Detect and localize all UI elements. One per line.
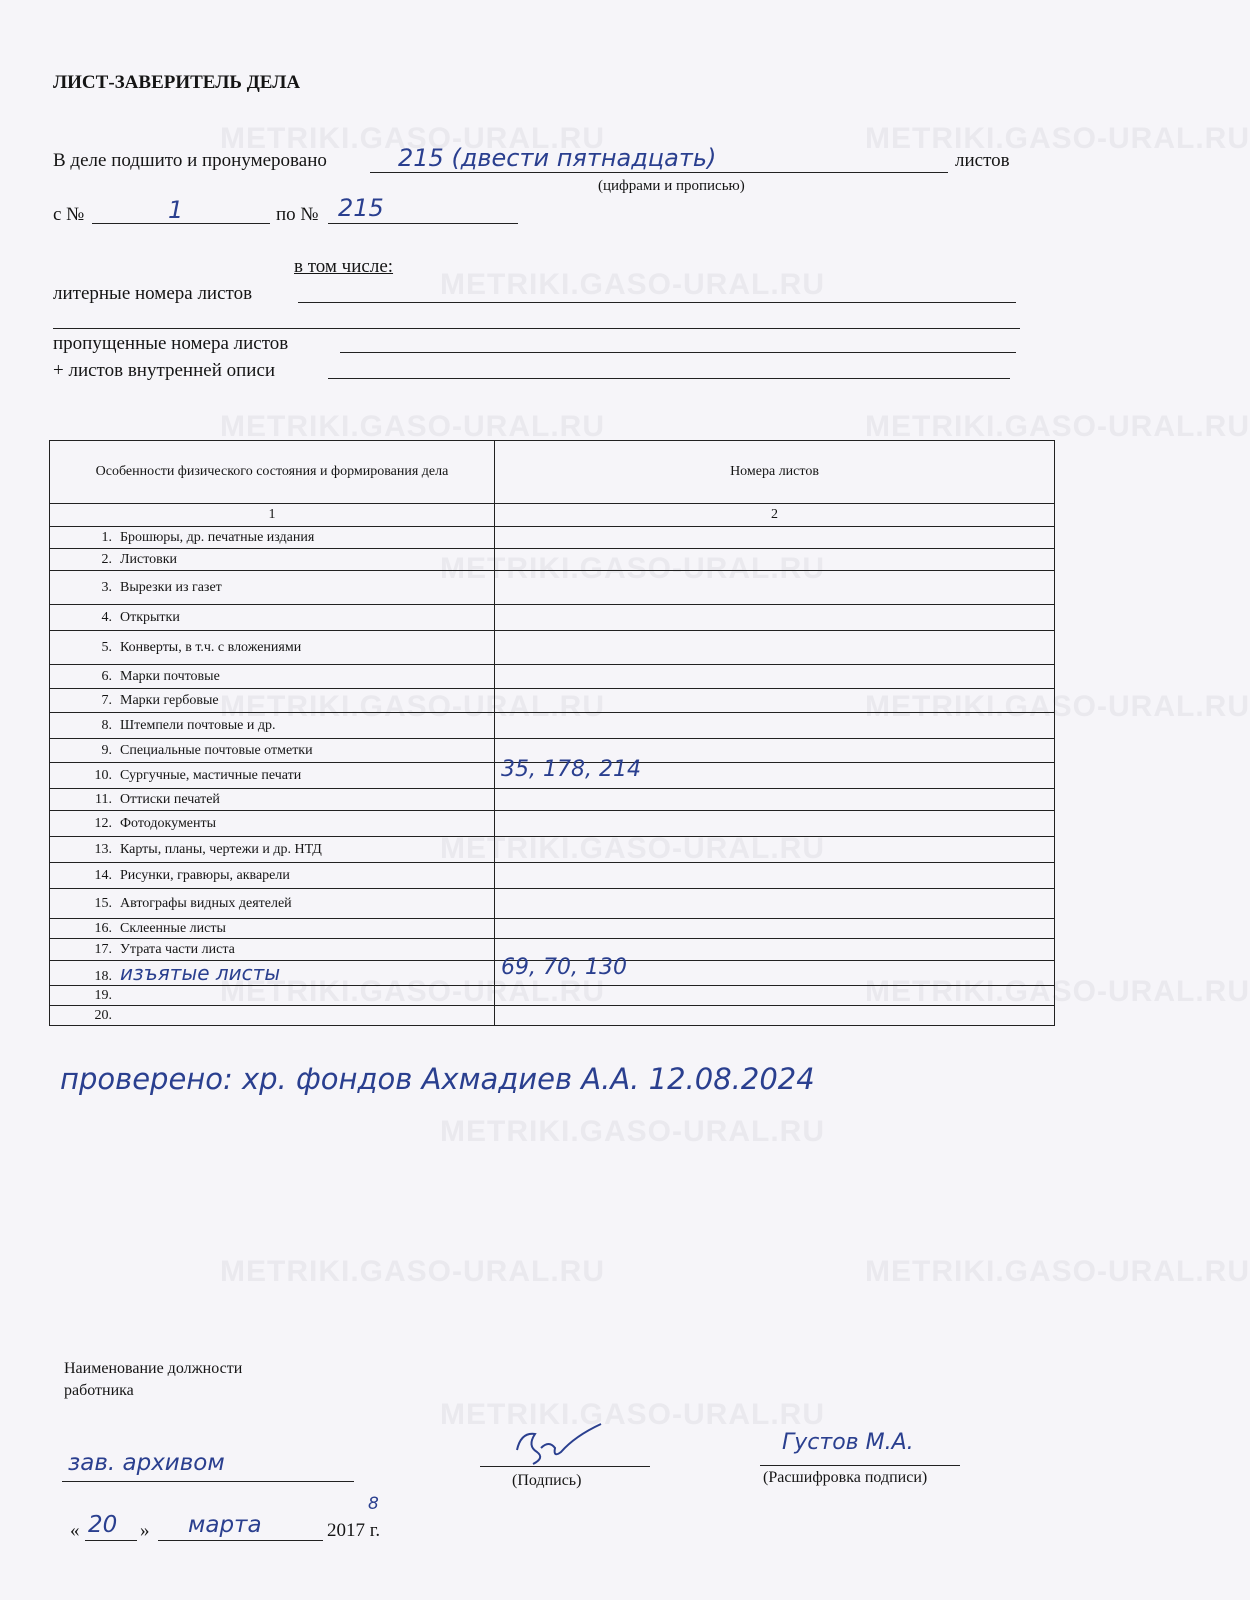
row-sheet-numbers-cell bbox=[495, 811, 1055, 837]
date-close-quote: » bbox=[140, 1520, 150, 1541]
table-row bbox=[50, 961, 1055, 986]
row-number: 12. bbox=[94, 815, 112, 831]
caption-digits-words: (цифрами и прописью) bbox=[598, 178, 745, 194]
stitched-count-handwritten: 215 (двести пятнадцать) bbox=[398, 144, 717, 172]
table-row bbox=[50, 889, 1055, 919]
date-open-quote: « bbox=[70, 1520, 80, 1541]
from-label: с № bbox=[53, 204, 85, 225]
table-row bbox=[50, 763, 1055, 789]
row-sheet-numbers-cell bbox=[495, 919, 1055, 939]
row-number: 16. bbox=[94, 920, 112, 936]
row-sheet-numbers-cell bbox=[495, 631, 1055, 665]
table-row bbox=[50, 689, 1055, 713]
date-year-correction: 8 bbox=[368, 1494, 379, 1514]
row-label: Открытки bbox=[120, 609, 180, 625]
date-year bbox=[327, 1520, 380, 1542]
row-number: 4. bbox=[101, 609, 112, 625]
row-label-cell bbox=[50, 527, 495, 549]
col1-header: Особенности физического состояния и формирования дела bbox=[50, 441, 495, 504]
watermark: METRIKI.GASO-URAL.RU bbox=[220, 410, 605, 443]
row-sheet-numbers-cell bbox=[495, 837, 1055, 863]
date-month: марта bbox=[188, 1512, 262, 1538]
table-row bbox=[50, 605, 1055, 631]
table-index-row bbox=[50, 504, 1055, 527]
row-number: 3. bbox=[101, 579, 112, 595]
row-sheet-numbers-cell bbox=[495, 1006, 1055, 1026]
table-row bbox=[50, 549, 1055, 571]
row-number: 14. bbox=[94, 867, 112, 883]
position-line bbox=[62, 1481, 354, 1482]
row-sheet-numbers-cell bbox=[495, 863, 1055, 889]
row-number: 6. bbox=[101, 668, 112, 684]
table-row bbox=[50, 713, 1055, 739]
row-label-cell bbox=[50, 763, 495, 789]
row-label-cell bbox=[50, 863, 495, 889]
inner-inventory-line bbox=[328, 378, 1010, 379]
row-label-cell bbox=[50, 837, 495, 863]
table-row bbox=[50, 811, 1055, 837]
page-title: ЛИСТ-ЗАВЕРИТЕЛЬ ДЕЛА bbox=[53, 72, 301, 93]
row-label: Марки почтовые bbox=[120, 668, 220, 684]
table-row bbox=[50, 571, 1055, 605]
date-year-suffix: г. bbox=[365, 1520, 381, 1541]
literal-numbers-line bbox=[298, 302, 1016, 303]
table-row bbox=[50, 986, 1055, 1006]
row-label-cell bbox=[50, 1006, 495, 1026]
sheets-word: листов bbox=[955, 150, 1010, 171]
decode-value: Густов М.А. bbox=[782, 1430, 914, 1455]
row-label-cell bbox=[50, 939, 495, 961]
row-label-cell bbox=[50, 605, 495, 631]
signature-caption: (Подпись) bbox=[512, 1472, 582, 1489]
row-number: 13. bbox=[94, 841, 112, 857]
row-label-cell bbox=[50, 665, 495, 689]
row-label: Листовки bbox=[120, 551, 178, 567]
row-number: 18. bbox=[94, 969, 112, 984]
table-header-row bbox=[50, 441, 1055, 504]
watermark: METRIKI.GASO-URAL.RU bbox=[865, 410, 1250, 443]
missing-numbers-label: пропущенные номера листов bbox=[53, 333, 289, 354]
row-label: Карты, планы, чертежи и др. НТД bbox=[120, 841, 322, 857]
row-label: Специальные почтовые отметки bbox=[120, 742, 313, 758]
row-number: 8. bbox=[101, 717, 112, 733]
watermark: METRIKI.GASO-URAL.RU bbox=[440, 1398, 825, 1431]
col2-header: Номера листов bbox=[495, 441, 1055, 504]
row-label-cell bbox=[50, 713, 495, 739]
signature-image bbox=[505, 1418, 625, 1478]
position-label: Наименование должности работника bbox=[64, 1360, 243, 1399]
row-number: 11. bbox=[95, 791, 112, 807]
row-label: Автографы видных деятелей bbox=[120, 895, 292, 911]
watermark: METRIKI.GASO-URAL.RU bbox=[440, 268, 825, 301]
decode-line bbox=[760, 1465, 960, 1466]
row-sheet-numbers-cell bbox=[495, 665, 1055, 689]
row-sheet-numbers-cell bbox=[495, 789, 1055, 811]
watermark: METRIKI.GASO-URAL.RU bbox=[220, 975, 605, 1008]
stitched-count-line bbox=[370, 172, 948, 173]
row-label: Фотодокументы bbox=[120, 815, 217, 831]
table-row bbox=[50, 665, 1055, 689]
row-label-cell bbox=[50, 811, 495, 837]
row-label-cell bbox=[50, 739, 495, 763]
literal-numbers-label: литерные номера листов bbox=[53, 283, 253, 304]
table-row bbox=[50, 919, 1055, 939]
date-year-last: 7 bbox=[355, 1520, 365, 1541]
watermark: METRIKI.GASO-URAL.RU bbox=[220, 1255, 605, 1288]
col1-index: 1 bbox=[50, 504, 495, 527]
table-row bbox=[50, 527, 1055, 549]
to-line bbox=[328, 223, 518, 224]
date-day-line bbox=[85, 1540, 137, 1541]
row-label: Конверты, в т.ч. с вложениями bbox=[120, 639, 302, 655]
row-label-cell bbox=[50, 889, 495, 919]
row-number: 2. bbox=[101, 551, 112, 567]
row-label-cell bbox=[50, 549, 495, 571]
row-sheet-numbers-cell bbox=[495, 689, 1055, 713]
to-label: по № bbox=[276, 204, 319, 225]
row-sheet-numbers: 35, 178, 214 bbox=[501, 757, 641, 782]
row-number: 10. bbox=[94, 767, 112, 783]
table-row bbox=[50, 789, 1055, 811]
row-label: Оттиски печатей bbox=[120, 791, 220, 807]
watermark: METRIKI.GASO-URAL.RU bbox=[865, 1255, 1250, 1288]
row-sheet-numbers-cell bbox=[495, 571, 1055, 605]
including-label: в том числе: bbox=[294, 256, 394, 277]
row-number: 5. bbox=[101, 639, 112, 655]
row-sheet-numbers-cell bbox=[495, 713, 1055, 739]
row-number: 9. bbox=[101, 742, 112, 758]
row-number: 19. bbox=[94, 987, 112, 1003]
row-label-cell bbox=[50, 961, 495, 986]
row-number: 15. bbox=[94, 895, 112, 911]
row-label-cell bbox=[50, 789, 495, 811]
row-sheet-numbers: 69, 70, 130 bbox=[501, 955, 627, 980]
row-number: 1. bbox=[101, 529, 112, 545]
physical-state-table bbox=[49, 440, 1055, 1026]
row-sheet-numbers-cell bbox=[495, 889, 1055, 919]
watermark: METRIKI.GASO-URAL.RU bbox=[865, 122, 1250, 155]
row-label-cell bbox=[50, 919, 495, 939]
row-sheet-numbers-cell bbox=[495, 605, 1055, 631]
row-number: 17. bbox=[94, 941, 112, 957]
row-sheet-numbers-cell bbox=[495, 986, 1055, 1006]
row-sheet-numbers-cell bbox=[495, 527, 1055, 549]
position-value: зав. архивом bbox=[68, 1450, 225, 1476]
watermark: METRIKI.GASO-URAL.RU bbox=[440, 552, 825, 585]
inner-inventory-label: + листов внутренней описи bbox=[53, 360, 276, 381]
from-value: 1 bbox=[168, 196, 184, 224]
row-label: Марки гербовые bbox=[120, 692, 219, 708]
row-sheet-numbers-cell bbox=[495, 549, 1055, 571]
watermark: METRIKI.GASO-URAL.RU bbox=[865, 690, 1250, 723]
row-label-cell bbox=[50, 986, 495, 1006]
row-label: Вырезки из газет bbox=[120, 579, 222, 595]
to-value: 215 bbox=[338, 194, 384, 222]
date-day: 20 bbox=[88, 1512, 118, 1538]
row-label: изъятые листы bbox=[120, 961, 281, 985]
row-label-cell bbox=[50, 571, 495, 605]
missing-numbers-line bbox=[340, 352, 1016, 353]
row-label: Штемпели почтовые и др. bbox=[120, 717, 276, 733]
stitched-count-label: В деле подшито и пронумеровано bbox=[53, 150, 327, 171]
row-number: 7. bbox=[101, 692, 112, 708]
watermark: METRIKI.GASO-URAL.RU bbox=[865, 975, 1250, 1008]
date-month-line bbox=[158, 1540, 323, 1541]
row-label: Сургучные, мастичные печати bbox=[120, 767, 302, 783]
date-year-prefix: 201 bbox=[327, 1520, 356, 1541]
decode-caption: (Расшифровка подписи) bbox=[763, 1469, 928, 1486]
row-sheet-numbers-cell bbox=[495, 757, 1055, 789]
watermark: METRIKI.GASO-URAL.RU bbox=[220, 122, 605, 155]
table-row bbox=[50, 837, 1055, 863]
table-row bbox=[50, 1006, 1055, 1026]
signature-line bbox=[480, 1466, 650, 1467]
row-sheet-numbers-cell bbox=[495, 955, 1055, 986]
table-row bbox=[50, 863, 1055, 889]
checked-note: проверено: хр. фондов Ахмадиев А.А. 12.08.2024 bbox=[60, 1062, 815, 1096]
row-label: Брошюры, др. печатные издания bbox=[120, 529, 315, 545]
watermark: METRIKI.GASO-URAL.RU bbox=[440, 832, 825, 865]
watermark: METRIKI.GASO-URAL.RU bbox=[220, 690, 605, 723]
watermark: METRIKI.GASO-URAL.RU bbox=[440, 1115, 825, 1148]
row-number: 20. bbox=[94, 1007, 112, 1023]
row-label: Рисунки, гравюры, акварели bbox=[120, 867, 290, 883]
row-label: Утрата части листа bbox=[120, 941, 235, 957]
extra-line bbox=[53, 328, 1020, 329]
col2-index: 2 bbox=[495, 504, 1055, 527]
row-label-cell bbox=[50, 689, 495, 713]
row-label: Склеенные листы bbox=[120, 920, 226, 936]
table-row bbox=[50, 631, 1055, 665]
row-label-cell bbox=[50, 631, 495, 665]
